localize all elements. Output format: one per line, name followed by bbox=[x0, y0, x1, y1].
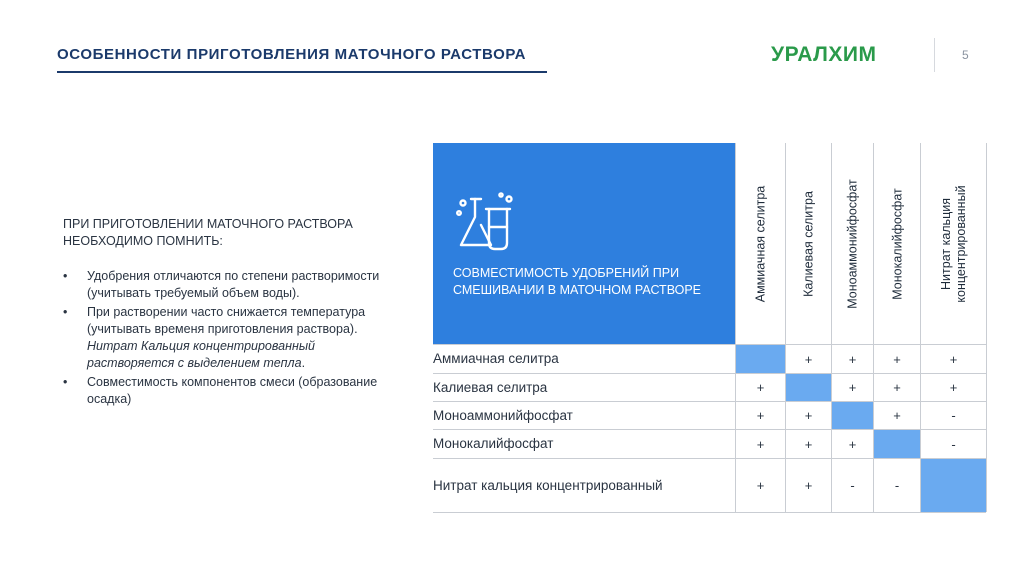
table-row-label: Монокалийфосфат bbox=[433, 436, 554, 451]
column-header bbox=[831, 143, 874, 344]
bullet-text: При растворении часто снижается температура (учитывать временя приготовления раствора). bbox=[87, 305, 366, 336]
compatibility-header-panel bbox=[433, 143, 735, 344]
table-cell: - bbox=[850, 478, 855, 493]
column-header bbox=[873, 143, 921, 344]
table-cell: + bbox=[756, 478, 765, 493]
table-cell-diagonal bbox=[921, 459, 986, 512]
table-cell: + bbox=[804, 351, 813, 367]
table-cell: + bbox=[804, 408, 813, 423]
table-cell: + bbox=[848, 351, 857, 367]
notes-heading bbox=[63, 216, 403, 250]
table-cell: - bbox=[951, 436, 956, 452]
table-cell: + bbox=[756, 408, 765, 423]
table-cell-diagonal bbox=[874, 430, 920, 458]
table-cell: + bbox=[893, 351, 901, 367]
bullet-text: Совместимость компонентов смеси (образование осадка) bbox=[87, 375, 378, 406]
column-header-label: Монокалийфосфат bbox=[890, 187, 904, 300]
table-cell: + bbox=[848, 380, 857, 395]
table-cell: + bbox=[804, 436, 813, 452]
column-header-label: Моноаммонийфосфат bbox=[845, 178, 860, 309]
table-cell: - bbox=[894, 478, 900, 493]
notes-list bbox=[63, 268, 403, 408]
table-cell-diagonal bbox=[736, 345, 785, 373]
table-cell: + bbox=[756, 436, 765, 452]
company-logo: УРАЛХИМ bbox=[771, 43, 877, 66]
column-header-line: Нитрат кальция bbox=[939, 197, 953, 290]
bullet-text: Удобрения отличаются по степени растворимости (учитывать требуемый объем воды). bbox=[87, 269, 380, 300]
table-cell-diagonal bbox=[832, 402, 873, 429]
table-row-label: Калиевая селитра bbox=[433, 379, 548, 395]
list-item bbox=[63, 374, 403, 408]
slide-title: ОСОБЕННОСТИ ПРИГОТОВЛЕНИЯ МАТОЧНОГО РАСТВОРА bbox=[57, 46, 527, 63]
table-column-divider bbox=[986, 143, 987, 512]
page-number: 5 bbox=[962, 48, 969, 62]
table-cell: + bbox=[804, 478, 813, 493]
list-item bbox=[63, 304, 403, 372]
title-underline bbox=[57, 71, 547, 73]
table-cell: + bbox=[949, 380, 958, 395]
bullet-italic-text: Нитрат Кальция концентрированный растворяется с выделением тепла bbox=[87, 339, 315, 370]
column-header-label: Аммиачная селитра bbox=[753, 185, 768, 302]
table-row-label: Нитрат кальция концентрированный bbox=[433, 477, 663, 493]
notes-heading-line1: ПРИ ПРИГОТОВЛЕНИИ МАТОЧНОГО РАСТВОРА bbox=[63, 217, 353, 231]
notes-block bbox=[63, 216, 403, 410]
table-cell: + bbox=[949, 351, 958, 367]
table-row-label: Аммиачная селитра bbox=[433, 351, 559, 366]
table-cell: + bbox=[893, 408, 901, 423]
table-cell-diagonal bbox=[786, 374, 831, 401]
column-header-label bbox=[939, 185, 969, 302]
table-cell: - bbox=[951, 408, 956, 423]
column-header-label: Калиевая селитра bbox=[801, 190, 816, 297]
list-item bbox=[63, 268, 403, 302]
lab-flasks-icon bbox=[453, 191, 515, 253]
bullet-end: . bbox=[301, 356, 306, 370]
panel-caption: СОВМЕСТИМОСТЬ УДОБРЕНИЙ ПРИ СМЕШИВАНИИ В МАТОЧНОМ РАСТВОРЕ bbox=[453, 266, 702, 297]
column-header-line: концентрированный bbox=[954, 184, 968, 303]
header-divider bbox=[934, 38, 935, 72]
table-row-label: Моноаммонийфосфат bbox=[433, 407, 573, 423]
notes-heading-line2: НЕОБХОДИМО ПОМНИТЬ: bbox=[63, 234, 223, 248]
column-header bbox=[785, 143, 832, 344]
table-cell: + bbox=[893, 380, 901, 395]
table-cell: + bbox=[756, 380, 765, 395]
column-header bbox=[920, 143, 987, 344]
table-row-divider bbox=[433, 512, 986, 513]
table-cell: + bbox=[848, 436, 857, 452]
column-header bbox=[735, 143, 786, 344]
